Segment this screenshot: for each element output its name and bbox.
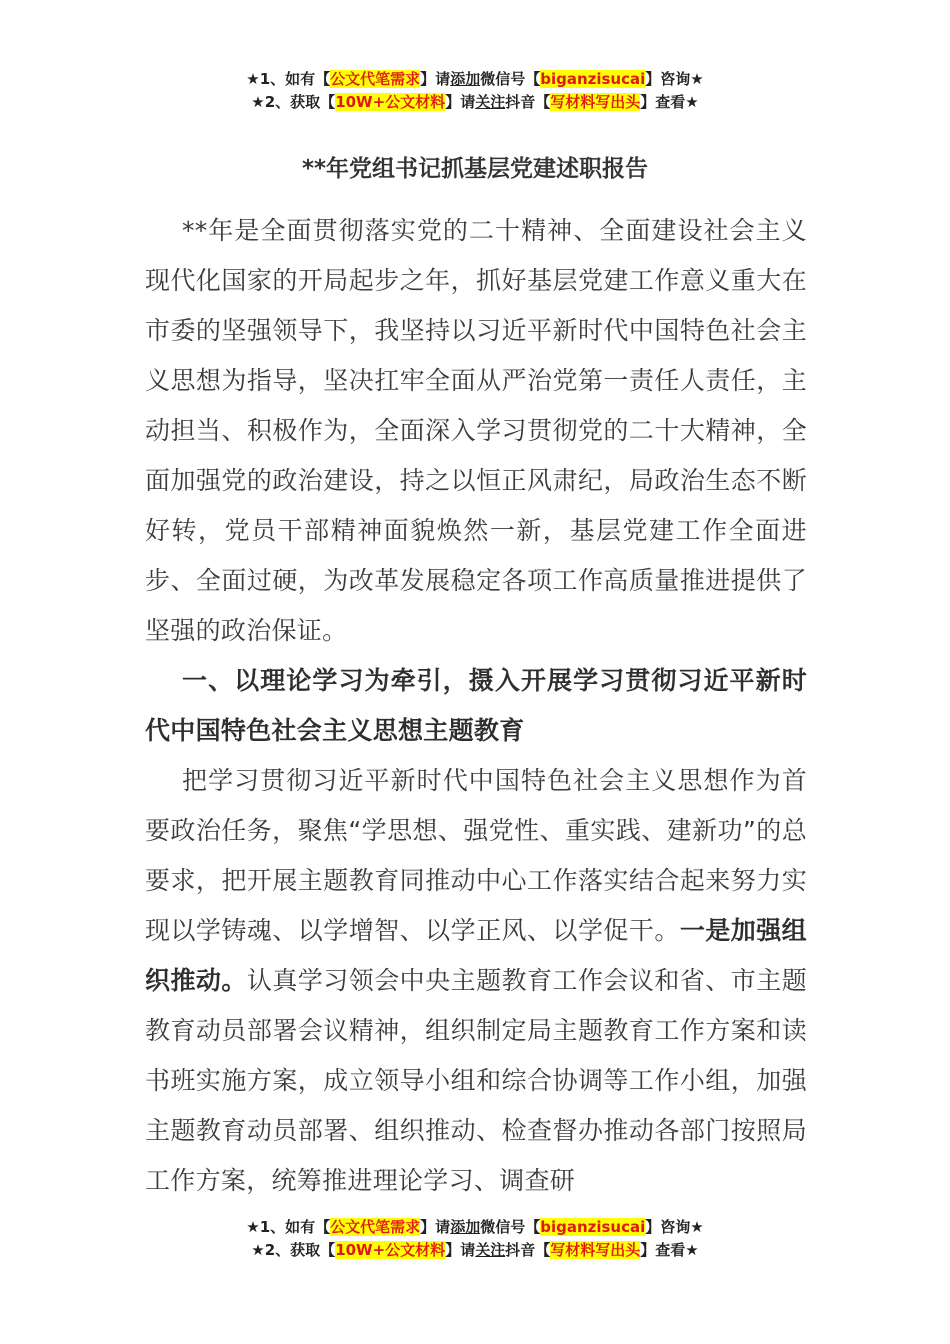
banner-highlight: 10W+公文材料: [335, 1241, 446, 1259]
intro-paragraph: **年是全面贯彻落实党的二十精神、全面建设社会主义现代化国家的开局起步之年，抓好基层党建工作意义重大在市委的坚强领导下，我坚持以习近平新时代中国特色社会主义思想为指导，坚决扛牢全面从严治党第一责任人责任，主动担当、积极作为，全面深入学习贯彻党的二十大精神，全面加强党的政治建设，持之以恒正风肃纪，局政治生态不断好转，党员干部精神面貌焕然一新，基层党建工作全面进步、全面过硬，为改革发展稳定各项工作高质量推进提供了坚强的政治保证。: [145, 216, 807, 645]
banner-text: 】请: [445, 93, 476, 111]
banner-text: ★2、获取【: [251, 1241, 336, 1259]
banner-text: 微信号【: [480, 70, 541, 88]
banner-text: ★2、获取【: [251, 93, 336, 111]
banner-text: 】查看★: [640, 93, 699, 111]
banner-line-1: [0, 68, 950, 91]
banner-text: 】请: [420, 1218, 451, 1236]
banner-text: 】查看★: [640, 1241, 699, 1259]
paragraph-text: 把学习贯彻习近平新时代中国特色社会主义思想作为首要政治任务，聚焦“学思想、强党性、重实践、建新功”的总要求，把开展主题教育同推动中心工作落实结合起来努力实现以学铸魂、以学增智、以学正风、以学促干。: [145, 766, 807, 945]
banner-highlight: 写材料写出头: [550, 1241, 641, 1259]
document-body: [145, 206, 807, 1206]
document-title: **年党组书记抓基层党建述职报告: [301, 156, 649, 182]
banner-underline: 关注: [475, 93, 506, 111]
banner-text: 抖音【: [505, 93, 551, 111]
banner-text: 抖音【: [505, 1241, 551, 1259]
banner-text: 】请: [420, 70, 451, 88]
banner-underline: 添加: [450, 70, 481, 88]
banner-text: ★1、如有【: [246, 70, 331, 88]
banner-text: 】咨询★: [645, 70, 704, 88]
paragraph-bold-lead: 一是加强组织推动。: [145, 916, 807, 995]
banner-highlight: 公文代笔需求: [330, 70, 421, 88]
banner-highlight: biganzisucai: [540, 70, 646, 88]
banner-line-2: [0, 91, 950, 114]
paragraph-text: 认真学习领会中央主题教育工作会议和省、市主题教育动员部署会议精神，组织制定局主题教育工作方案和读书班实施方案，成立领导小组和综合协调等工作小组，加强主题教育动员部署、组织推动、检查督办推动各部门按照局工作方案，统筹推进理论学习、调查研: [145, 966, 807, 1195]
header-banner: [0, 68, 950, 114]
banner-text: ★1、如有【: [246, 1218, 331, 1236]
footer-banner: [0, 1216, 950, 1262]
banner-highlight: 公文代笔需求: [330, 1218, 421, 1236]
section-heading: 一、以理论学习为牵引，摄入开展学习贯彻习近平新时代中国特色社会主义思想主题教育: [145, 666, 807, 745]
banner-underline: 添加: [450, 1218, 481, 1236]
banner-text: 】咨询★: [645, 1218, 704, 1236]
banner-highlight: 10W+公文材料: [335, 93, 446, 111]
banner-highlight: 写材料写出头: [550, 93, 641, 111]
banner-highlight: biganzisucai: [540, 1218, 646, 1236]
banner-text: 微信号【: [480, 1218, 541, 1236]
section-paragraph: [145, 756, 807, 1206]
banner-underline: 关注: [475, 1241, 506, 1259]
banner-line-2: [0, 1239, 950, 1262]
banner-text: 】请: [445, 1241, 476, 1259]
banner-line-1: [0, 1216, 950, 1239]
